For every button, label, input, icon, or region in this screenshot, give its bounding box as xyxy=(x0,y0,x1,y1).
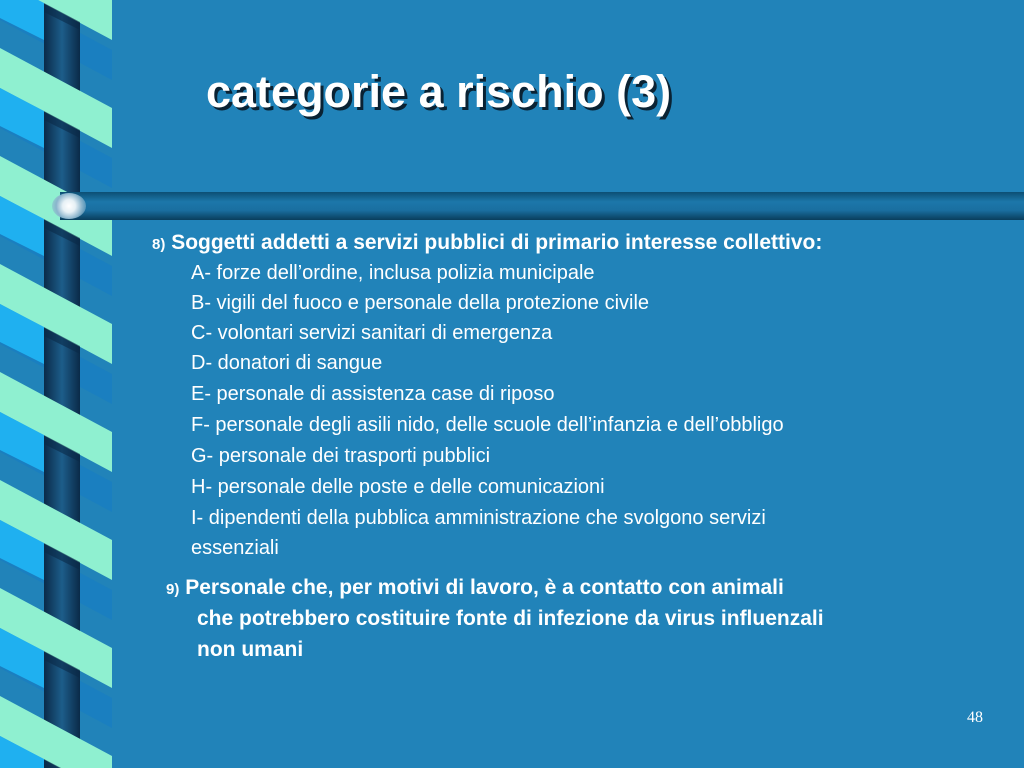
rule-highlight xyxy=(52,193,86,219)
list-item-continuation: essenziali xyxy=(191,537,279,559)
list-item: E- personale di assistenza case di riposo xyxy=(191,383,555,405)
list-item: F- personale degli asili nido, delle scuole dell’infanzia e dell’obbligo xyxy=(191,414,784,436)
section9-number: 9) xyxy=(166,581,180,598)
slide-title: categorie a rischio (3) xyxy=(206,66,672,117)
page-number: 48 xyxy=(967,709,983,726)
section9-line-3: non umani xyxy=(197,638,304,661)
decorative-ribbon xyxy=(0,0,112,768)
list-item: G- personale dei trasporti pubblici xyxy=(191,445,491,467)
section9-heading xyxy=(166,576,784,600)
list-item: D- donatori di sangue xyxy=(191,352,383,374)
section9-line-1: Personale che, per motivi di lavoro, è a contatto con animali xyxy=(185,576,784,599)
section8-heading-text: Soggetti addetti a servizi pubblici di primario interesse collettivo: xyxy=(171,231,823,254)
section9-line-2: che potrebbero costituire fonte di infezione da virus influenzali xyxy=(197,607,824,630)
list-item: C- volontari servizi sanitari di emergenza xyxy=(191,322,553,344)
list-item: A- forze dell’ordine, inclusa polizia municipale xyxy=(191,262,595,284)
section8-heading xyxy=(152,231,822,255)
list-item: B- vigili del fuoco e personale della protezione civile xyxy=(191,292,650,314)
section8-number: 8) xyxy=(152,236,166,253)
horizontal-rule xyxy=(60,192,1024,220)
list-item: I- dipendenti della pubblica amministrazione che svolgono servizi xyxy=(191,507,766,529)
list-item: H- personale delle poste e delle comunicazioni xyxy=(191,476,605,498)
